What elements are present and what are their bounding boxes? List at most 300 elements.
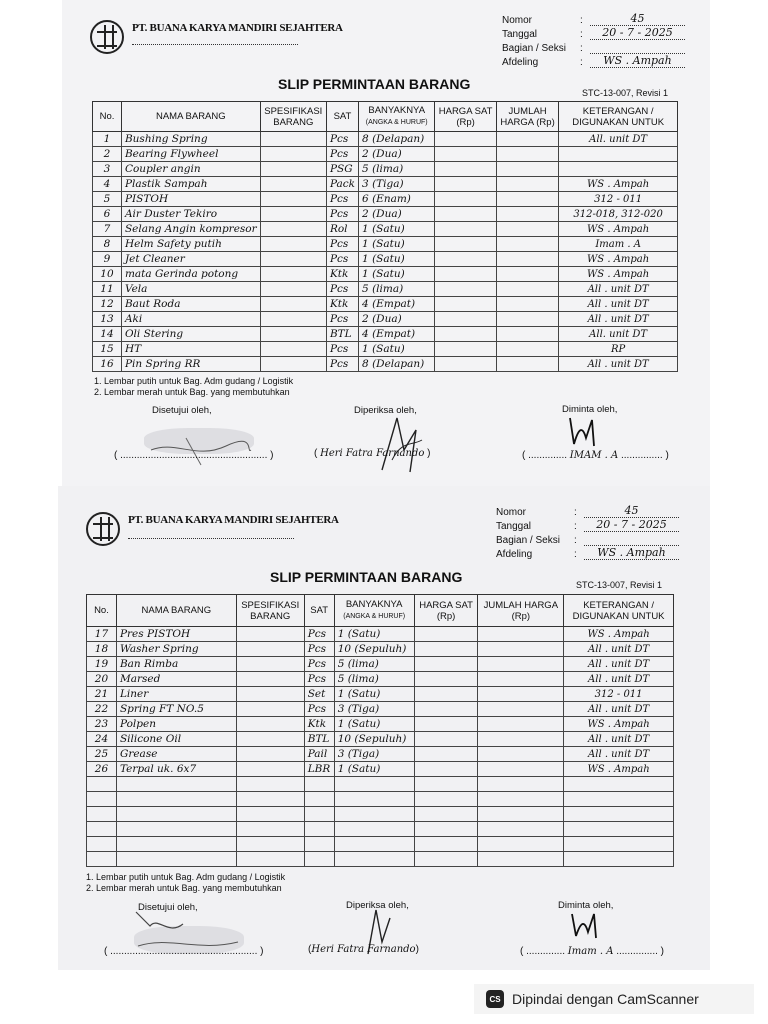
cell-nama: Ban Rimba (116, 657, 236, 672)
requested-signature-icon (566, 906, 606, 942)
cell-spesifikasi (236, 642, 304, 657)
table-row (87, 837, 674, 852)
table-row (93, 357, 678, 372)
table-row (93, 312, 678, 327)
cell-no: 5 (93, 192, 122, 207)
cell-sat: Ktk (304, 717, 334, 732)
cell-spesifikasi (260, 147, 326, 162)
cell-no: 21 (87, 687, 117, 702)
cell-keterangan (564, 792, 674, 807)
cell-spesifikasi (260, 297, 326, 312)
tanggal-value: 20 - 7 - 2025 (590, 27, 685, 40)
cell-sat: Pcs (304, 657, 334, 672)
cell-spesifikasi (260, 162, 326, 177)
table-row (87, 777, 674, 792)
cell-spesifikasi (236, 837, 304, 852)
note-1: 1. Lembar putih untuk Bag. Adm gudang / Logistik (86, 872, 286, 882)
cell-no (87, 807, 117, 822)
table-row (93, 192, 678, 207)
cell-sat: Pack (326, 177, 358, 192)
cell-spesifikasi (236, 822, 304, 837)
cell-banyaknya: 10 (Sepuluh) (334, 732, 414, 747)
approved-by-label: Disetujui oleh, (152, 405, 212, 416)
cell-no: 19 (87, 657, 117, 672)
cell-harga (414, 657, 478, 672)
cell-nama (116, 837, 236, 852)
cell-jumlah (496, 192, 558, 207)
cell-no: 25 (87, 747, 117, 762)
cell-harga (414, 762, 478, 777)
cell-harga (414, 642, 478, 657)
cell-harga (414, 672, 478, 687)
cell-banyaknya: 8 (Delapan) (359, 357, 435, 372)
col-banyaknya: BANYAKNYA (ANGKA & HURUF) (359, 102, 435, 132)
cell-harga (414, 747, 478, 762)
cell-nama: Pin Spring RR (121, 357, 260, 372)
form-title: SLIP PERMINTAAN BARANG (270, 569, 463, 585)
col-harga: HARGA SAT (Rp) (414, 595, 478, 627)
cell-keterangan: WS . Ampah (559, 252, 678, 267)
cell-no: 13 (93, 312, 122, 327)
cell-jumlah (496, 207, 558, 222)
cell-sat: Rol (326, 222, 358, 237)
meta-nomor: Nomor : 45 (502, 12, 685, 26)
table-row (93, 237, 678, 252)
checked-by-name: Heri Fatra Farnando (320, 448, 425, 459)
cell-jumlah (496, 132, 558, 147)
cell-banyaknya: 5 (lima) (334, 657, 414, 672)
cell-harga (435, 267, 497, 282)
cell-spesifikasi (236, 627, 304, 642)
cell-keterangan: All. unit DT (559, 132, 678, 147)
cell-spesifikasi (260, 222, 326, 237)
cell-nama: HT (121, 342, 260, 357)
cell-nama: Marsed (116, 672, 236, 687)
cell-banyaknya: 1 (Satu) (359, 267, 435, 282)
table-row (87, 732, 674, 747)
cell-spesifikasi (260, 342, 326, 357)
company-logo-icon (86, 512, 120, 546)
table-row (87, 717, 674, 732)
items-table (92, 101, 678, 372)
col-jumlah: JUMLAH HARGA (Rp) (496, 102, 558, 132)
table-row (93, 252, 678, 267)
cell-spesifikasi (260, 312, 326, 327)
cell-sat: Pcs (326, 192, 358, 207)
table-row (93, 282, 678, 297)
cell-jumlah (478, 762, 564, 777)
cell-nama: Bushing Spring (121, 132, 260, 147)
cell-no: 22 (87, 702, 117, 717)
col-sat: SAT (304, 595, 334, 627)
cell-no: 1 (93, 132, 122, 147)
cell-harga (414, 822, 478, 837)
cell-nama: Coupler angin (121, 162, 260, 177)
cell-jumlah (478, 852, 564, 867)
cell-harga (435, 312, 497, 327)
cell-sat: Pcs (326, 357, 358, 372)
table-row (93, 162, 678, 177)
cell-harga (414, 777, 478, 792)
table-row (93, 132, 678, 147)
cell-banyaknya (334, 822, 414, 837)
cell-sat: Ktk (326, 297, 358, 312)
cell-keterangan: All. unit DT (559, 327, 678, 342)
table-row (93, 177, 678, 192)
cell-no: 2 (93, 147, 122, 162)
cell-keterangan: All . unit DT (564, 732, 674, 747)
cell-keterangan: 312 - 011 (559, 192, 678, 207)
cell-harga (435, 282, 497, 297)
cell-sat: Pcs (326, 312, 358, 327)
cell-spesifikasi (260, 177, 326, 192)
col-keterangan: KETERANGAN / DIGUNAKAN UNTUK (559, 102, 678, 132)
col-jumlah: JUMLAH HARGA (Rp) (478, 595, 564, 627)
cell-harga (435, 177, 497, 192)
notes (86, 872, 285, 894)
cell-jumlah (478, 822, 564, 837)
cell-sat: Pcs (304, 702, 334, 717)
cell-spesifikasi (260, 357, 326, 372)
camscanner-text: Dipindai dengan CamScanner (512, 991, 699, 1007)
cell-spesifikasi (260, 327, 326, 342)
cell-sat: Pcs (326, 237, 358, 252)
cell-nama: Vela (121, 282, 260, 297)
cell-nama: Baut Roda (121, 297, 260, 312)
cell-harga (435, 252, 497, 267)
cell-spesifikasi (236, 852, 304, 867)
cell-banyaknya: 1 (Satu) (359, 237, 435, 252)
cell-no: 16 (93, 357, 122, 372)
cell-keterangan: All . unit DT (559, 312, 678, 327)
cell-keterangan: WS . Ampah (559, 177, 678, 192)
cell-no: 17 (87, 627, 117, 642)
cell-harga (414, 852, 478, 867)
cell-banyaknya: 4 (Empat) (359, 297, 435, 312)
requested-by-label: Diminta oleh, (562, 404, 618, 415)
cell-nama (116, 792, 236, 807)
camscanner-badge (474, 984, 754, 1014)
cell-nama: Jet Cleaner (121, 252, 260, 267)
cell-harga (435, 327, 497, 342)
cell-sat: PSG (326, 162, 358, 177)
cell-jumlah (478, 627, 564, 642)
cell-keterangan: All . unit DT (564, 747, 674, 762)
cell-nama (116, 807, 236, 822)
tanggal-value: 20 - 7 - 2025 (584, 519, 679, 532)
checked-signature-icon (372, 410, 432, 480)
slip-top (62, 0, 710, 486)
cell-keterangan: 312-018, 312-020 (559, 207, 678, 222)
cell-banyaknya (334, 837, 414, 852)
cell-keterangan (564, 852, 674, 867)
nomor-value: 45 (584, 505, 679, 518)
cell-jumlah (478, 807, 564, 822)
cell-banyaknya: 2 (Dua) (359, 312, 435, 327)
cell-no (87, 822, 117, 837)
cell-jumlah (496, 282, 558, 297)
cell-jumlah (496, 147, 558, 162)
cell-keterangan: 312 - 011 (564, 687, 674, 702)
cell-jumlah (496, 237, 558, 252)
company-underline (128, 538, 294, 539)
cell-sat (304, 807, 334, 822)
cell-jumlah (496, 177, 558, 192)
cell-keterangan: WS . Ampah (564, 762, 674, 777)
col-spesifikasi: SPESIFIKASI BARANG (236, 595, 304, 627)
meta-block (502, 12, 685, 68)
col-harga: HARGA SAT (Rp) (435, 102, 497, 132)
cell-jumlah (478, 687, 564, 702)
table-row (93, 207, 678, 222)
cell-keterangan (564, 822, 674, 837)
afdeling-value: WS . Ampah (584, 547, 679, 560)
cell-harga (414, 717, 478, 732)
cell-banyaknya: 5 (lima) (359, 282, 435, 297)
cell-no: 9 (93, 252, 122, 267)
meta-nomor: Nomor : 45 (496, 504, 679, 518)
cell-sat: Pcs (304, 672, 334, 687)
cell-harga (435, 192, 497, 207)
cell-spesifikasi (236, 687, 304, 702)
cell-no: 11 (93, 282, 122, 297)
cell-no: 12 (93, 297, 122, 312)
cell-spesifikasi (236, 807, 304, 822)
cell-banyaknya: 5 (lima) (359, 162, 435, 177)
cell-spesifikasi (236, 672, 304, 687)
cell-spesifikasi (260, 132, 326, 147)
cell-sat (304, 822, 334, 837)
cell-jumlah (496, 342, 558, 357)
cell-banyaknya: 1 (Satu) (334, 687, 414, 702)
cell-harga (414, 702, 478, 717)
cell-sat: Ktk (326, 267, 358, 282)
table-row (87, 762, 674, 777)
cell-harga (435, 147, 497, 162)
cell-spesifikasi (236, 732, 304, 747)
company-underline (132, 44, 298, 45)
camscanner-icon: CS (486, 990, 504, 1008)
checked-by-label: Diperiksa oleh, (346, 900, 409, 911)
cell-banyaknya (334, 852, 414, 867)
table-row (87, 657, 674, 672)
cell-harga (435, 357, 497, 372)
cell-sat: BTL (304, 732, 334, 747)
table-row (93, 222, 678, 237)
checked-by-name: Heri Fatra Farnando (311, 944, 416, 955)
cell-jumlah (478, 777, 564, 792)
cell-no: 18 (87, 642, 117, 657)
cell-sat: Set (304, 687, 334, 702)
cell-jumlah (478, 732, 564, 747)
cell-jumlah (478, 747, 564, 762)
cell-banyaknya: 3 (Tiga) (334, 747, 414, 762)
col-nama: NAMA BARANG (116, 595, 236, 627)
cell-banyaknya: 1 (Satu) (359, 342, 435, 357)
cell-nama (116, 777, 236, 792)
cell-keterangan: WS . Ampah (559, 222, 678, 237)
cell-banyaknya: 6 (Enam) (359, 192, 435, 207)
cell-jumlah (496, 267, 558, 282)
cell-jumlah (496, 162, 558, 177)
cell-nama: Silicone Oil (116, 732, 236, 747)
cell-nama (116, 822, 236, 837)
table-row (93, 327, 678, 342)
cell-banyaknya: 1 (Satu) (334, 627, 414, 642)
cell-spesifikasi (236, 792, 304, 807)
table-row (93, 147, 678, 162)
cell-sat: Pcs (326, 132, 358, 147)
meta-block (496, 504, 679, 560)
meta-tanggal: Tanggal : 20 - 7 - 2025 (502, 26, 685, 40)
cell-no: 10 (93, 267, 122, 282)
cell-harga (435, 132, 497, 147)
cell-harga (414, 687, 478, 702)
cell-nama: Selang Angin kompresor (121, 222, 260, 237)
checked-by-label: Diperiksa oleh, (354, 405, 417, 416)
cell-keterangan (564, 837, 674, 852)
company-name: PT. BUANA KARYA MANDIRI SEJAHTERA (132, 22, 343, 34)
cell-banyaknya (334, 807, 414, 822)
cell-no: 26 (87, 762, 117, 777)
cell-jumlah (496, 222, 558, 237)
cell-no: 14 (93, 327, 122, 342)
cell-nama: Bearing Flywheel (121, 147, 260, 162)
cell-spesifikasi (260, 207, 326, 222)
cell-banyaknya (334, 792, 414, 807)
cell-spesifikasi (260, 252, 326, 267)
table-row (87, 627, 674, 642)
cell-harga (414, 837, 478, 852)
cell-banyaknya: 1 (Satu) (359, 222, 435, 237)
notes (94, 376, 293, 398)
table-row (87, 702, 674, 717)
meta-bagian: Bagian / Seksi : (496, 532, 679, 546)
approval-signature-icon (146, 420, 256, 470)
note-2: 2. Lembar merah untuk Bag. yang membutuhkan (94, 387, 290, 397)
cell-jumlah (478, 642, 564, 657)
col-no: No. (93, 102, 122, 132)
cell-harga (435, 342, 497, 357)
cell-jumlah (478, 717, 564, 732)
cell-spesifikasi (236, 717, 304, 732)
cell-keterangan: WS . Ampah (564, 627, 674, 642)
table-row (87, 792, 674, 807)
cell-harga (435, 237, 497, 252)
table-row (87, 807, 674, 822)
cell-harga (435, 207, 497, 222)
cell-spesifikasi (260, 282, 326, 297)
approved-by-label: Disetujui oleh, (138, 902, 198, 913)
cell-no: 4 (93, 177, 122, 192)
cell-nama: Terpal uk. 6x7 (116, 762, 236, 777)
cell-nama (116, 852, 236, 867)
requested-by-label: Diminta oleh, (558, 900, 614, 911)
cell-sat: Pail (304, 747, 334, 762)
cell-keterangan: WS . Ampah (564, 717, 674, 732)
meta-bagian: Bagian / Seksi : (502, 40, 685, 54)
checked-name-line: (Heri Fatra Farnando) (308, 944, 419, 955)
col-banyaknya: BANYAKNYA (ANGKA & HURUF) (334, 595, 414, 627)
requested-name-line: ( .............. Imam . A ............... ) (520, 946, 664, 957)
table-row (87, 852, 674, 867)
cell-no: 8 (93, 237, 122, 252)
cell-keterangan: All . unit DT (564, 702, 674, 717)
table-row (87, 747, 674, 762)
cell-harga (435, 162, 497, 177)
cell-nama: Helm Safety putih (121, 237, 260, 252)
cell-keterangan (559, 162, 678, 177)
cell-banyaknya: 2 (Dua) (359, 207, 435, 222)
cell-sat (304, 777, 334, 792)
col-keterangan: KETERANGAN / DIGUNAKAN UNTUK (564, 595, 674, 627)
cell-sat: Pcs (326, 252, 358, 267)
col-sat: SAT (326, 102, 358, 132)
col-nama: NAMA BARANG (121, 102, 260, 132)
cell-keterangan: WS . Ampah (559, 267, 678, 282)
cell-jumlah (478, 792, 564, 807)
cell-sat (304, 792, 334, 807)
form-code: STC-13-007, Revisi 1 (576, 580, 663, 590)
cell-nama: Oli Stering (121, 327, 260, 342)
cell-banyaknya: 10 (Sepuluh) (334, 642, 414, 657)
cell-harga (414, 627, 478, 642)
cell-sat: Pcs (326, 342, 358, 357)
cell-sat: BTL (326, 327, 358, 342)
cell-sat: LBR (304, 762, 334, 777)
slip-bottom (58, 486, 710, 970)
cell-nama: Aki (121, 312, 260, 327)
requested-signature-icon (562, 410, 602, 452)
form-title: SLIP PERMINTAAN BARANG (278, 76, 471, 92)
cell-banyaknya (334, 777, 414, 792)
cell-banyaknya: 8 (Delapan) (359, 132, 435, 147)
cell-harga (435, 222, 497, 237)
cell-nama: Spring FT NO.5 (116, 702, 236, 717)
approval-line: ( ..................................................... ) (104, 946, 264, 957)
approval-line: ( ..................................................... ) (114, 450, 274, 461)
cell-sat: Pcs (326, 207, 358, 222)
afdeling-value: WS . Ampah (590, 55, 685, 68)
cell-banyaknya: 3 (Tiga) (334, 702, 414, 717)
cell-no (87, 837, 117, 852)
cell-spesifikasi (236, 762, 304, 777)
note-2: 2. Lembar merah untuk Bag. yang membutuhkan (86, 883, 282, 893)
cell-spesifikasi (260, 237, 326, 252)
cell-jumlah (496, 297, 558, 312)
checked-name-line: ( Heri Fatra Farnando ) (314, 448, 431, 459)
meta-afdeling: Afdeling : WS . Ampah (496, 546, 679, 560)
cell-keterangan: Imam . A (559, 237, 678, 252)
cell-banyaknya: 4 (Empat) (359, 327, 435, 342)
cell-jumlah (496, 252, 558, 267)
cell-sat: Pcs (304, 627, 334, 642)
cell-sat (304, 852, 334, 867)
cell-keterangan (564, 777, 674, 792)
table-row (87, 687, 674, 702)
cell-banyaknya: 1 (Satu) (359, 252, 435, 267)
cell-keterangan (564, 807, 674, 822)
nomor-value: 45 (590, 13, 685, 26)
cell-jumlah (478, 657, 564, 672)
cell-nama: Plastik Sampah (121, 177, 260, 192)
cell-keterangan: All . unit DT (559, 357, 678, 372)
cell-nama: mata Gerinda potong (121, 267, 260, 282)
cell-banyaknya: 1 (Satu) (334, 717, 414, 732)
cell-spesifikasi (236, 657, 304, 672)
form-code: STC-13-007, Revisi 1 (582, 88, 669, 98)
cell-jumlah (496, 312, 558, 327)
